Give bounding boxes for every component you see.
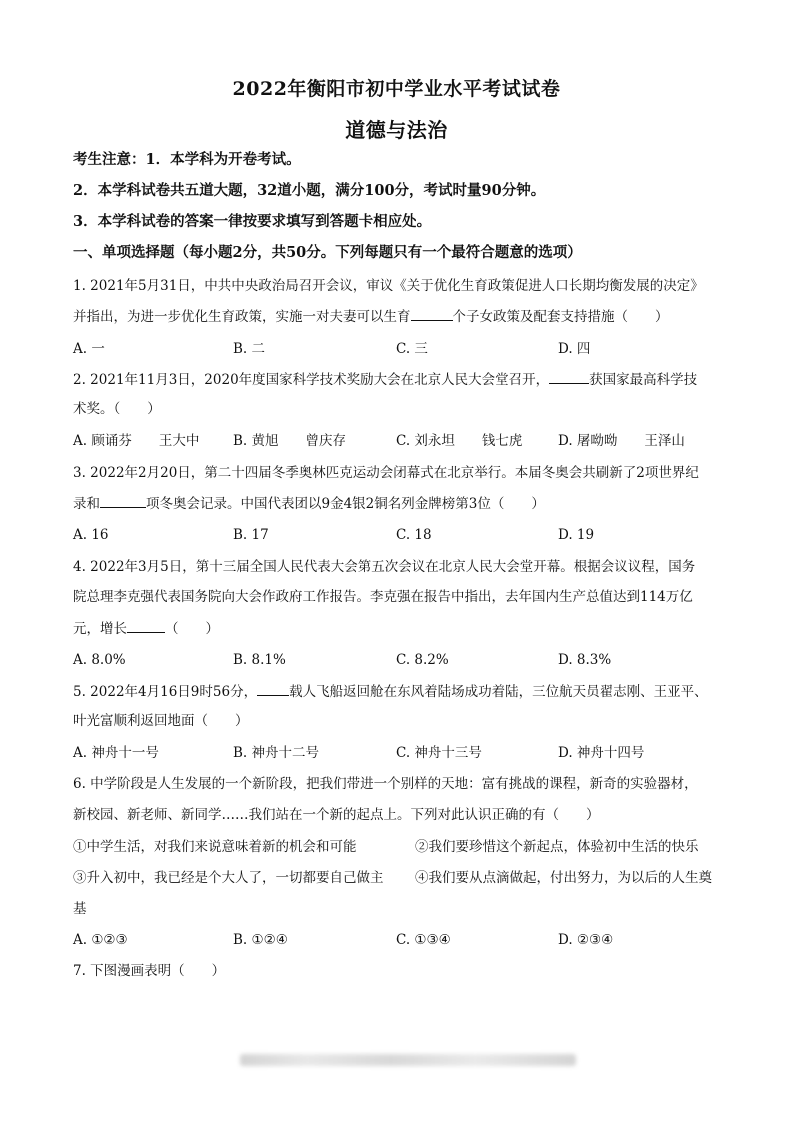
q4-line-1: 4. 2022年3月5日，第十三届全国人民代表大会第五次会议在北京人民大会堂开幕。根据会议议程，国务 [73,559,696,575]
q6-option-c: C. ①③④ [396,932,451,948]
q2-blank [549,370,589,384]
section-heading: 一、单项选择题（每小题2分，共50分。下列每题只有一个最符合题意的选项） [73,244,582,261]
q6-statement-2: ②我们要珍惜这个新起点，体验初中生活的快乐 [415,839,699,855]
q2-line-2: 术奖。（ ） [73,401,161,417]
q3-option-d: D. 19 [558,527,595,543]
q5-line-2: 叶光富顺利返回地面（ ） [73,713,249,729]
note-1: 考生注意：1．本学科为开卷考试。 [73,151,301,168]
q6-statement-1: ①中学生活，对我们来说意味着新的机会和可能 [73,839,357,855]
q1-option-d: D. 四 [558,341,591,357]
q6-statement-4-cont: 基 [73,901,87,917]
q6-statement-4: ④我们要从点滴做起，付出努力，为以后的人生奠 [415,870,712,886]
q7-line-1: 7. 下图漫画表明（ ） [73,963,226,979]
q5-text-a: 5. 2022年4月16日9时56分， [73,684,258,700]
q2-option-d: D. 屠呦呦 王泽山 [558,433,685,449]
q1-line-1: 1. 2021年5月31日，中共中央政治局召开会议，审议《关于优化生育政策促进人口长期均衡发展的决定》 [73,278,704,294]
q3-text-a: 录和 [73,496,100,512]
q1-text-a: 并指出，为进一步优化生育政策，实施一对夫妻可以生育 [73,309,411,325]
q3-option-c: C. 18 [396,527,432,543]
q3-line-1: 3. 2022年2月20日，第二十四届冬季奥林匹克运动会闭幕式在北京举行。本届冬奥会共刷新了2项世界纪 [73,465,699,481]
q4-option-b: B. 8.1% [233,652,286,668]
q4-option-c: C. 8.2% [396,652,449,668]
q4-option-d: D. 8.3% [558,652,612,668]
q6-line-1: 6. 中学阶段是人生发展的一个新阶段，把我们带进一个别样的天地：富有挑战的课程，新奇的实验器材， [73,776,698,792]
q5-blank [257,682,289,696]
note-2: 2．本学科试卷共五道大题，32道小题，满分100分，考试时量90分钟。 [73,182,546,199]
q1-option-c: C. 三 [396,341,428,357]
q4-text-a: 元，增长 [73,621,127,637]
q3-option-a: A. 16 [73,527,109,543]
q3-line-2 [73,494,545,513]
q4-blank [127,619,165,633]
q1-text-b: 个子女政策及配套支持措施（ ） [452,309,669,325]
q4-line-2: 院总理李克强代表国务院向大会作政府工作报告。李克强在报告中指出，去年国内生产总值达到114万亿 [73,589,693,605]
q6-option-d: D. ②③④ [558,932,614,948]
q5-option-d: D. 神舟十四号 [558,745,645,761]
q3-text-b: 项冬奥会记录。中国代表团以9金4银2铜名列金牌榜第3位（ ） [146,496,545,512]
q5-option-a: A. 神舟十一号 [73,745,159,761]
q2-line-1 [73,370,697,389]
q2-text-a: 2. 2021年11月3日，2020年度国家科学技术奖励大会在北京人民大会堂召开， [73,372,550,388]
q2-option-b: B. 黄旭 曾庆存 [233,433,347,449]
subject-title: 道德与法治 [345,118,448,142]
q6-option-a: A. ①②③ [73,932,128,948]
q1-option-a: A. 一 [73,341,105,357]
q6-statement-3: ③升入初中，我已经是个大人了，一切都要自己做主 [73,870,384,886]
q2-option-c: C. 刘永坦 钱七虎 [396,433,523,449]
q3-option-b: B. 17 [233,527,269,543]
q5-option-b: B. 神舟十二号 [233,745,320,761]
blurred-footer-watermark [240,1054,576,1066]
note-3: 3．本学科试卷的答案一律按要求填写到答题卡相应处。 [73,213,432,230]
q5-option-c: C. 神舟十三号 [396,745,482,761]
q1-blank [411,307,453,321]
q2-text-b: 获国家最高科学技 [589,372,698,388]
q2-option-a: A. 顾诵芬 王大中 [73,433,200,449]
q6-option-b: B. ①②④ [233,932,288,948]
q5-text-b: 载人飞船返回舱在东风着陆场成功着陆，三位航天员翟志刚、王亚平、 [289,684,708,700]
q5-line-1 [73,682,708,701]
q4-line-3 [73,619,219,638]
exam-title: 2022年衡阳市初中学业水平考试试卷 [232,78,561,100]
q4-text-b: （ ） [165,621,219,637]
q1-option-b: B. 二 [233,341,266,357]
q3-blank [100,494,146,508]
q4-option-a: A. 8.0% [73,652,126,668]
q1-line-2 [73,307,669,326]
q6-line-2: 新校园、新老师、新同学……我们站在一个新的起点上。下列对此认识正确的有（ ） [73,807,600,823]
